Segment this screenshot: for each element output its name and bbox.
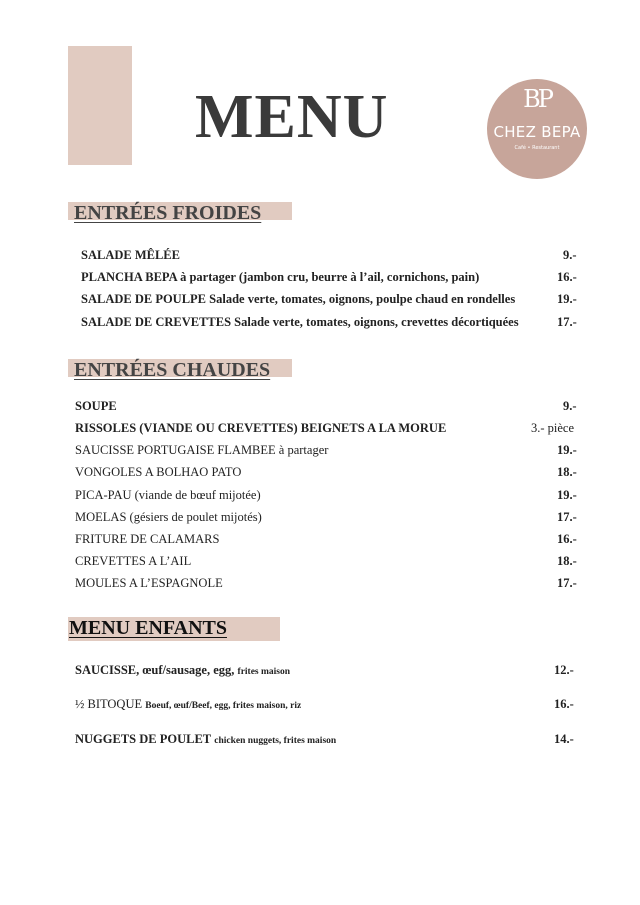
menu-item — [0, 465, 640, 479]
menu-item — [0, 510, 640, 524]
restaurant-logo — [487, 79, 587, 179]
item-description: Boeuf, œuf/Beef, egg, frites maison, riz — [145, 701, 302, 711]
menu-item — [0, 292, 640, 306]
item-price: 18.- — [557, 465, 577, 479]
item-price: 9.- — [563, 399, 577, 413]
menu-item — [0, 248, 640, 262]
item-name: VONGOLES A BOLHAO PATO — [75, 465, 242, 479]
item-price: 16.- — [554, 697, 574, 711]
item-description: (viande de bœuf mijotée) — [134, 488, 261, 502]
item-description: (gésiers de poulet mijotés) — [129, 510, 262, 524]
item-price: 17.- — [557, 510, 577, 524]
item-name: SOUPE — [75, 399, 117, 413]
item-price: 16.- — [557, 270, 577, 284]
item-price: 17.- — [557, 315, 577, 329]
menu-item — [0, 421, 640, 435]
item-name: SALADE DE POULPE — [81, 292, 207, 306]
item-name: SALADE DE CREVETTES — [81, 315, 232, 329]
decorative-block — [68, 46, 132, 165]
logo-subtitle: Café • Restaurant — [514, 145, 560, 151]
menu-item — [0, 663, 640, 677]
item-description: frites maison — [237, 667, 291, 677]
item-name: FRITURE DE CALAMARS — [75, 532, 220, 546]
menu-item — [0, 399, 640, 413]
menu-item — [0, 532, 640, 546]
item-price: 12.- — [554, 663, 574, 677]
menu-item — [0, 732, 640, 746]
item-price: 9.- — [563, 248, 577, 262]
menu-item — [0, 443, 640, 457]
section-title-chaudes: ENTRÉES CHAUDES — [74, 359, 271, 381]
item-description: à partager — [278, 443, 329, 457]
logo-monogram: BP — [523, 85, 551, 113]
item-price: 16.- — [557, 532, 577, 546]
item-price: 19.- — [557, 443, 577, 457]
item-name: MOULES A L’ESPAGNOLE — [75, 576, 223, 590]
menu-item — [0, 315, 640, 329]
section-title-enfants: MENU ENFANTS — [69, 617, 227, 639]
item-name: SALADE MÊLÉE — [81, 248, 180, 262]
logo-name: CHEZ BEPA — [493, 123, 581, 141]
menu-item — [0, 270, 640, 284]
item-price: 18.- — [557, 554, 577, 568]
menu-item — [0, 576, 640, 590]
item-price: 14.- — [554, 732, 574, 746]
item-name: ½ BITOQUE — [75, 697, 143, 711]
item-name: NUGGETS DE POULET — [75, 732, 212, 746]
item-name: SAUCISSE PORTUGAISE FLAMBEE — [75, 443, 276, 457]
item-price: 19.- — [557, 488, 577, 502]
menu-item — [0, 697, 640, 711]
menu-item — [0, 554, 640, 568]
item-description: chicken nuggets, frites maison — [214, 736, 337, 746]
item-price: 17.- — [557, 576, 577, 590]
item-name: PICA-PAU — [75, 488, 132, 502]
item-name: PLANCHA BEPA — [81, 270, 177, 284]
item-name: MOELAS — [75, 510, 127, 524]
item-name: CREVETTES A L’AIL — [75, 554, 192, 568]
menu-item — [0, 488, 640, 502]
item-name: SAUCISSE, œuf/sausage, egg, — [75, 663, 235, 677]
page-title: MENU — [195, 83, 389, 151]
item-description: Salade verte, tomates, oignons, poulpe chaud en rondelles — [209, 292, 516, 306]
section-title-froides: ENTRÉES FROIDES — [74, 202, 262, 224]
item-description: à partager (jambon cru, beurre à l’ail, cornichons, pain) — [180, 270, 480, 284]
item-description: Salade verte, tomates, oignons, crevettes décortiquées — [234, 315, 519, 329]
item-price: 19.- — [557, 292, 577, 306]
item-price: 3.- pièce — [531, 421, 575, 435]
item-name: RISSOLES (VIANDE OU CREVETTES) BEIGNETS A LA MORUE — [75, 421, 447, 435]
